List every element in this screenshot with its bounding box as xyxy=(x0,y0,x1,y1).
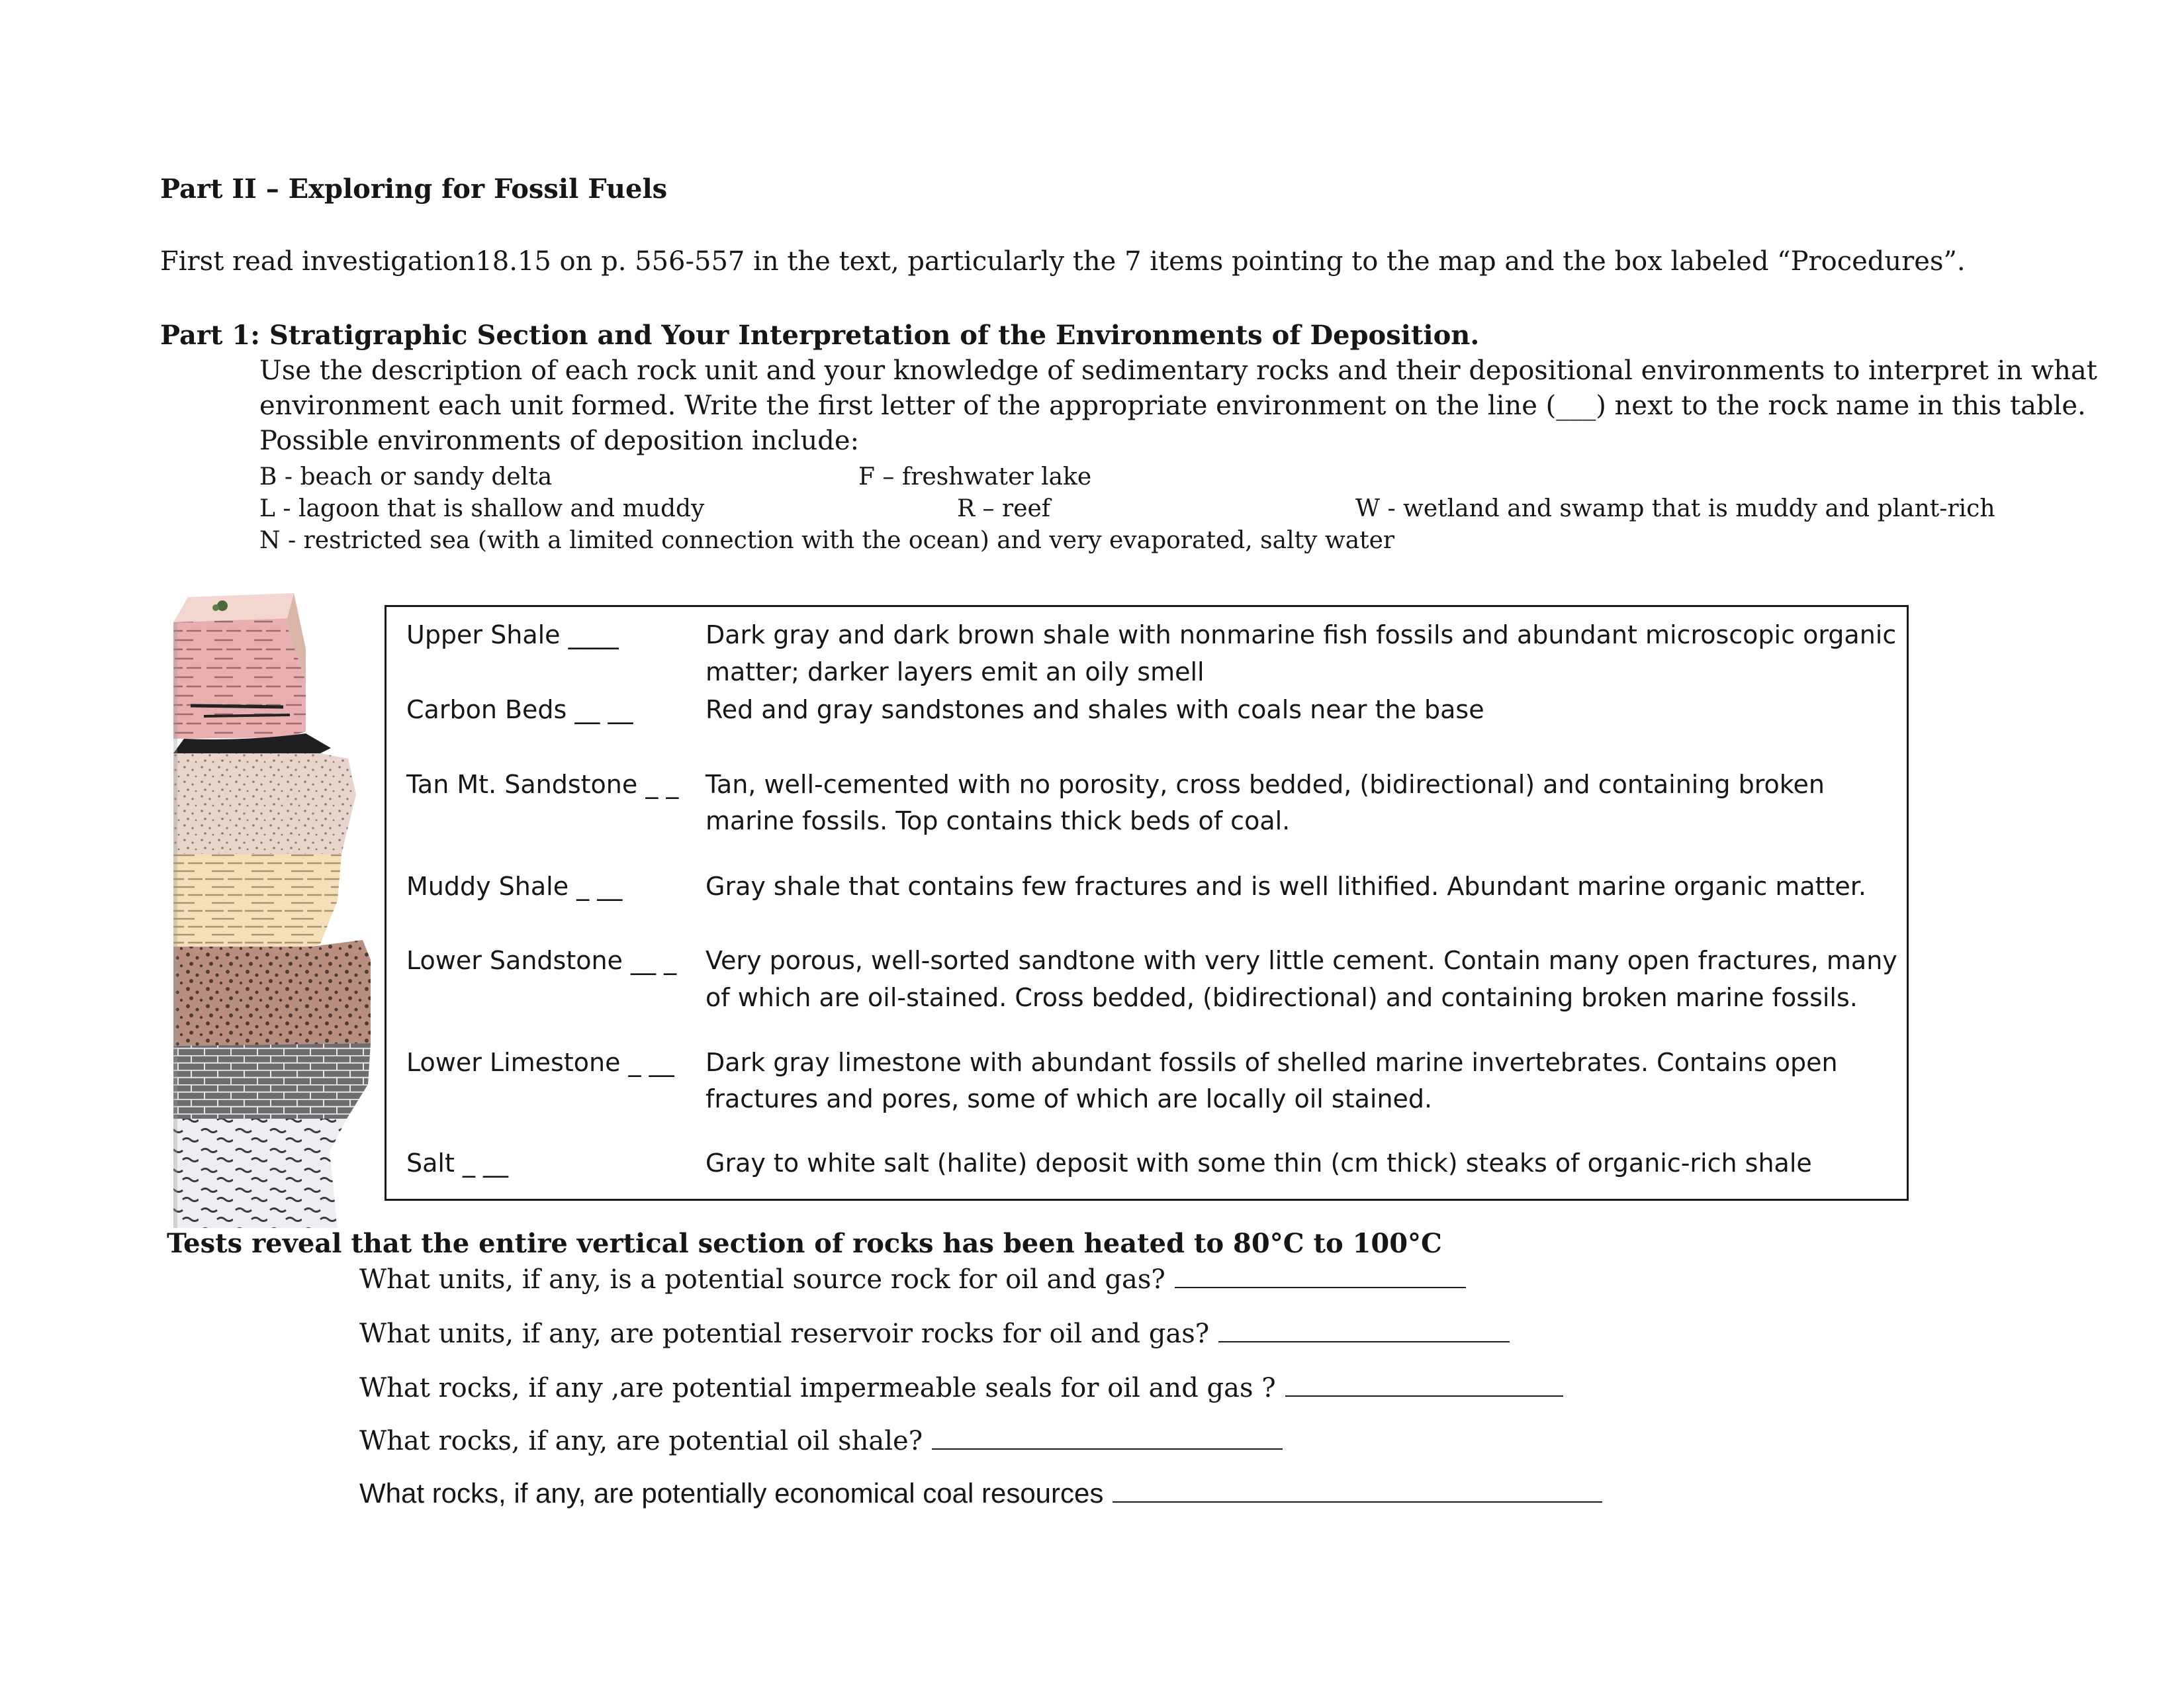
environment-freshwater: F – freshwater lake xyxy=(858,463,1092,491)
part1-title: Part 1: Stratigraphic Section and Your Interpretation of the Environments of Deposition. xyxy=(160,320,1480,351)
rock-name-carbon-beds: Carbon Beds __ __ xyxy=(406,695,633,724)
question-text: What rocks, if any, are potential oil shale? xyxy=(359,1426,923,1456)
environment-wetland: W - wetland and swamp that is muddy and plant-rich xyxy=(1355,495,1995,522)
question-coal-resources xyxy=(359,1477,1602,1509)
question-reservoir-rock xyxy=(359,1319,1510,1349)
tests-heading: Tests reveal that the entire vertical section of rocks has been heated to 80°C to 100°C xyxy=(167,1228,1442,1259)
rock-desc-tan-mt-sandstone-1: Tan, well-cemented with no porosity, cross bedded, (bidirectional) and containing broken xyxy=(705,770,1825,799)
rock-desc-lower-sandstone-2: of which are oil-stained. Cross bedded, (bidirectional) and containing broken marine fossils. xyxy=(705,983,1858,1012)
rock-desc-upper-shale-1: Dark gray and dark brown shale with nonmarine fish fossils and abundant microscopic organic xyxy=(705,620,1897,649)
intro-text: First read investigation18.15 on p. 556-557 in the text, particularly the 7 items pointing to the map and the box labeled “Procedures”. xyxy=(160,246,1966,277)
rock-desc-lower-limestone-2: fractures and pores, some of which are locally oil stained. xyxy=(705,1084,1433,1113)
stratigraphic-column-illustration xyxy=(164,589,390,1228)
environment-reef: R – reef xyxy=(957,495,1051,522)
instruction-line-1: Use the description of each rock unit and your knowledge of sedimentary rocks and their depositional environments to interpret in what xyxy=(259,355,2097,386)
instruction-line-3: Possible environments of deposition include: xyxy=(259,426,860,456)
rock-desc-muddy-shale-1: Gray shale that contains few fractures and is well lithified. Abundant marine organic matter. xyxy=(705,872,1867,901)
rock-name-tan-mt-sandstone: Tan Mt. Sandstone _ _ xyxy=(406,770,679,799)
rock-name-lower-sandstone: Lower Sandstone __ _ xyxy=(406,946,677,975)
answer-line-impermeable-seals[interactable] xyxy=(1285,1373,1563,1397)
rock-name-salt: Salt _ __ xyxy=(406,1149,509,1178)
question-text: What units, if any, is a potential source rock for oil and gas? xyxy=(359,1264,1165,1295)
question-oil-shale xyxy=(359,1426,1283,1456)
answer-line-oil-shale[interactable] xyxy=(932,1426,1283,1450)
rock-name-muddy-shale: Muddy Shale _ __ xyxy=(406,872,623,901)
rock-desc-lower-sandstone-1: Very porous, well-sorted sandtone with very little cement. Contain many open fractures, many xyxy=(705,946,1897,975)
environment-lagoon: L - lagoon that is shallow and muddy xyxy=(259,495,705,522)
rock-desc-carbon-beds-1: Red and gray sandstones and shales with coals near the base xyxy=(705,695,1484,724)
rock-desc-upper-shale-2: matter; darker layers emit an oily smell xyxy=(705,657,1205,686)
question-text: What units, if any, are potential reservoir rocks for oil and gas? xyxy=(359,1319,1210,1349)
question-text: What rocks, if any, are potentially economical coal resources xyxy=(359,1477,1104,1509)
environment-restricted-sea: N - restricted sea (with a limited connection with the ocean) and very evaporated, salty water xyxy=(259,527,1395,554)
question-text: What rocks, if any ,are potential impermeable seals for oil and gas ? xyxy=(359,1373,1276,1403)
instruction-line-2: environment each unit formed. Write the first letter of the appropriate environment on the line (___) next to the rock name in this table. xyxy=(259,391,2086,421)
rock-desc-tan-mt-sandstone-2: marine fossils. Top contains thick beds of coal. xyxy=(705,806,1291,835)
rock-name-lower-limestone: Lower Limestone _ __ xyxy=(406,1048,674,1077)
answer-line-source-rock[interactable] xyxy=(1175,1264,1466,1288)
rock-desc-lower-limestone-1: Dark gray limestone with abundant fossils of shelled marine invertebrates. Contains open xyxy=(705,1048,1838,1077)
question-impermeable-seals xyxy=(359,1373,1563,1403)
rock-name-upper-shale: Upper Shale ____ xyxy=(406,620,619,649)
part-title: Part II – Exploring for Fossil Fuels xyxy=(160,173,668,205)
rock-desc-salt-1: Gray to white salt (halite) deposit with some thin (cm thick) steaks of organic-rich shale xyxy=(705,1149,1812,1178)
question-source-rock xyxy=(359,1264,1466,1295)
answer-line-reservoir-rock[interactable] xyxy=(1218,1319,1510,1342)
answer-line-coal-resources[interactable] xyxy=(1113,1479,1602,1503)
environment-beach: B - beach or sandy delta xyxy=(259,463,553,491)
